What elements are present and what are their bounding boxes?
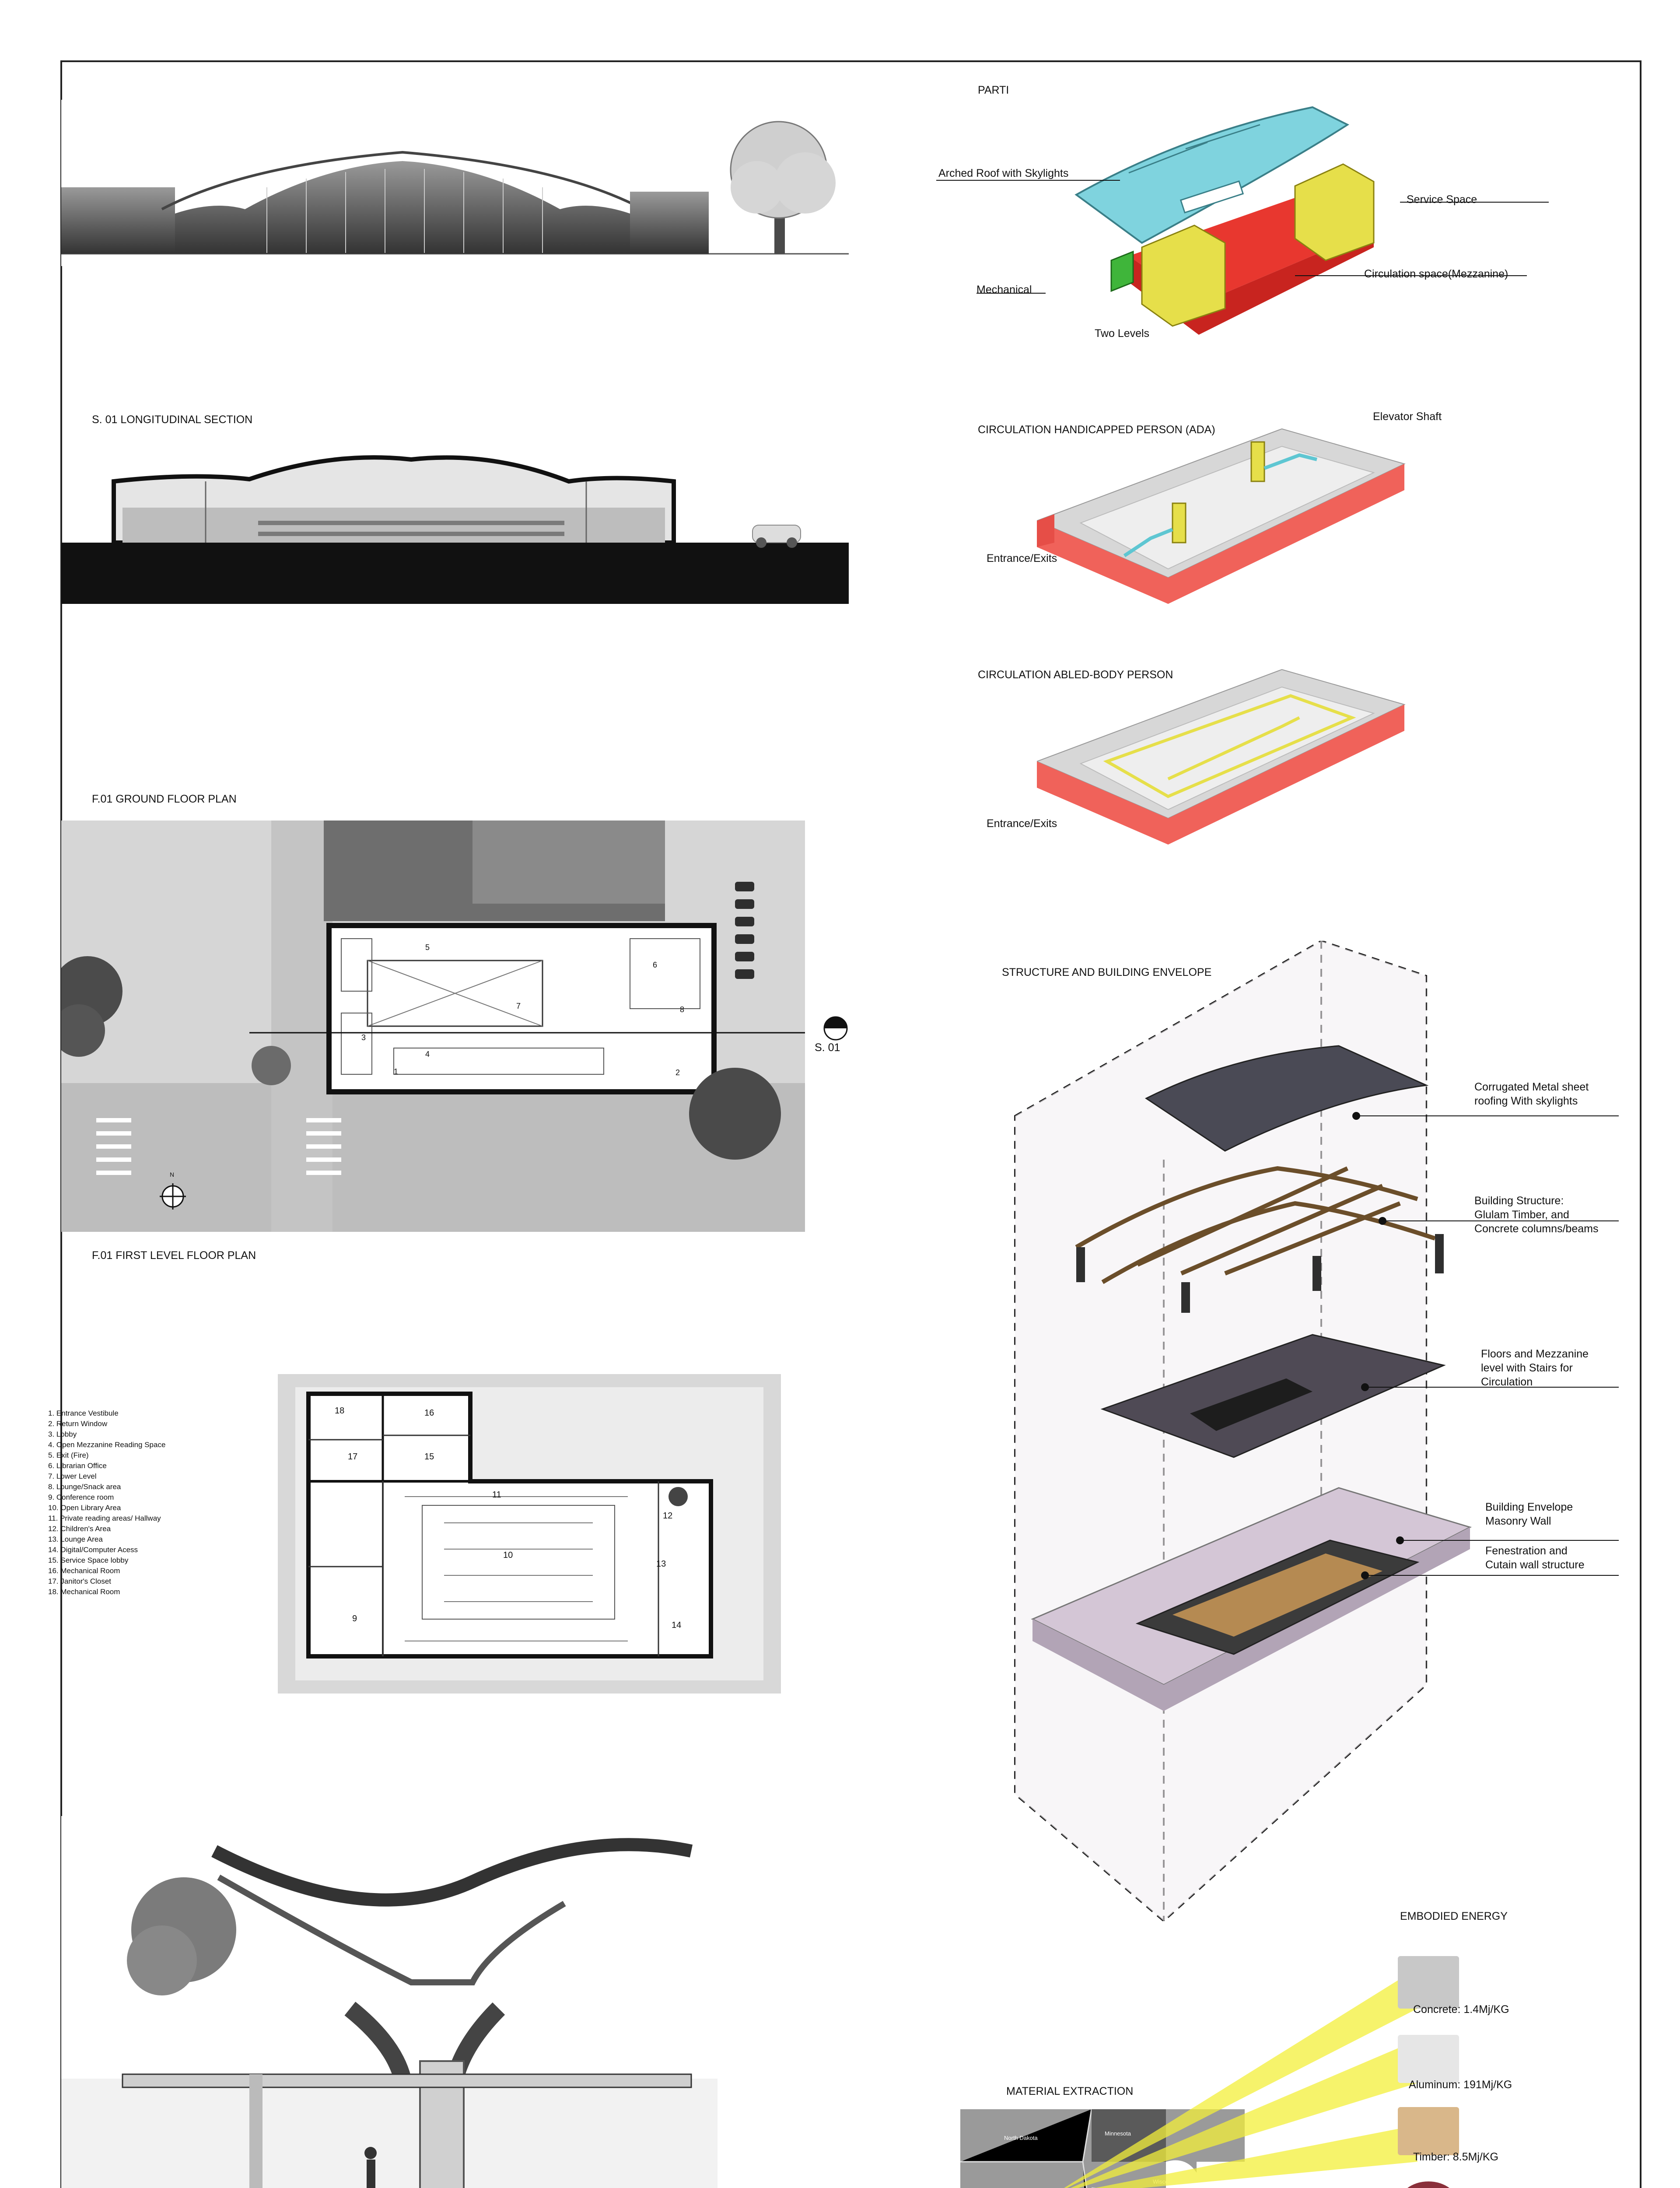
material-aluminum-label: Aluminum: 191Mj/KG — [1409, 2079, 1512, 2091]
plan2-room-18: 18 — [335, 1406, 345, 1416]
structure-struct-label-3: Concrete columns/beams — [1474, 1223, 1599, 1235]
plan2-room-17: 17 — [348, 1452, 358, 1462]
ada-entrance-label: Entrance/Exits — [987, 552, 1057, 565]
north-arrow-icon — [155, 1177, 190, 1212]
plan2-room-11: 11 — [492, 1490, 501, 1500]
embodied-energy-title: EMBODIED ENERGY — [1400, 1910, 1508, 1922]
structure-floor-label-1: Floors and Mezzanine — [1481, 1348, 1589, 1360]
legend-item: 10. Open Library Area — [48, 1504, 121, 1512]
plan-room-2: 2 — [676, 1068, 680, 1077]
structure-struct-label-2: Glulam Timber, and — [1474, 1209, 1569, 1221]
structure-fenestration-label-2: Cutain wall structure — [1485, 1559, 1585, 1571]
legend-item: 17. Janitor's Closet — [48, 1577, 112, 1585]
circulation-ada-diagram — [1037, 411, 1413, 630]
structure-envelope-label-2: Masonry Wall — [1485, 1515, 1551, 1527]
parti-mechanical-label: Mechanical — [976, 284, 1032, 296]
plan2-room-16: 16 — [424, 1408, 434, 1418]
map-state-north-dakota: North Dakota — [1004, 2135, 1038, 2141]
structure-struct-label-1: Building Structure: — [1474, 1195, 1564, 1207]
material-timber-label: Timber: 8.5Mj/KG — [1413, 2151, 1498, 2163]
legend-item: 2. Return Window — [48, 1420, 108, 1428]
section-marker-label: S. 01 — [815, 1041, 840, 1054]
parti-service-label: Service Space — [1407, 193, 1477, 206]
legend-item: 18. Mechanical Room — [48, 1588, 120, 1596]
ada-elevator-label: Elevator Shaft — [1373, 410, 1442, 423]
plan-room-7: 7 — [516, 1002, 521, 1010]
plan-room-8: 8 — [680, 1005, 685, 1014]
structure-roof-label-1: Corrugated Metal sheet — [1474, 1081, 1589, 1093]
parti-title: PARTI — [978, 84, 1009, 96]
legend-item: 12. Children's Area — [48, 1525, 111, 1533]
circulation-abled-title: CIRCULATION ABLED-BODY PERSON — [978, 669, 1173, 681]
longitudinal-section-drawing — [61, 455, 849, 604]
plan-room-6: 6 — [653, 961, 658, 969]
first-level-plan-drawing — [278, 1374, 781, 1694]
map-state-minnesota: Minnesota — [1105, 2130, 1131, 2137]
legend-item: 4. Open Mezzanine Reading Space — [48, 1441, 166, 1449]
material-extraction-title: MATERIAL EXTRACTION — [1006, 2085, 1134, 2097]
material-swatch-aluminum — [1398, 2035, 1459, 2083]
structure-title: STRUCTURE AND BUILDING ENVELOPE — [1002, 966, 1212, 978]
legend-item: 7. Lower Level — [48, 1472, 97, 1480]
plan2-room-14: 14 — [672, 1620, 682, 1630]
plan2-room-9: 9 — [352, 1614, 357, 1623]
legend-item: 14. Digital/Computer Acess — [48, 1546, 138, 1554]
legend-item: 6. Librarian Office — [48, 1462, 107, 1470]
material-swatch-timber — [1398, 2107, 1459, 2155]
plan2-room-10: 10 — [503, 1550, 513, 1560]
parti-leader-lines — [936, 175, 1549, 341]
plan-room-1: 1 — [394, 1067, 399, 1076]
ground-floor-plan-drawing — [61, 820, 805, 1232]
wall-section-detail — [61, 1816, 718, 2188]
plan2-room-15: 15 — [424, 1452, 434, 1462]
plan-room-5: 5 — [425, 943, 430, 952]
structure-envelope-label-1: Building Envelope — [1485, 1501, 1573, 1513]
legend-item: 5. Exit (Fire) — [48, 1451, 89, 1459]
legend-item: 9. Conference room — [48, 1493, 114, 1501]
room-legend — [48, 1408, 165, 1597]
structure-floor-label-3: Circulation — [1481, 1376, 1533, 1388]
plan-room-3: 3 — [361, 1033, 366, 1042]
ground-floor-plan-title: F.01 GROUND FLOOR PLAN — [92, 793, 237, 805]
material-swatch-concrete — [1398, 1956, 1459, 2009]
south-elevation-drawing — [61, 100, 849, 266]
material-concrete-label: Concrete: 1.4Mj/KG — [1413, 2003, 1509, 2016]
parti-roof-label: Arched Roof with Skylights — [938, 167, 1069, 179]
circulation-ada-title: CIRCULATION HANDICAPPED PERSON (ADA) — [978, 424, 1215, 436]
longitudinal-section-title: S. 01 LONGITUDINAL SECTION — [92, 414, 253, 426]
legend-item: 3. Lobby — [48, 1430, 77, 1438]
embodied-energy-rays — [1050, 1960, 1435, 2188]
plan2-room-13: 13 — [656, 1559, 666, 1569]
legend-item: 1. Entrance Vestibule — [48, 1409, 119, 1417]
parti-circulation-label: Circulation space(Mezzanine) — [1364, 268, 1508, 280]
north-arrow-label: N — [170, 1171, 175, 1178]
legend-item: 13. Lounge Area — [48, 1535, 103, 1543]
parti-two-levels-label: Two Levels — [1095, 327, 1150, 340]
plan-room-4: 4 — [425, 1050, 430, 1059]
legend-item: 8. Lounge/Snack area — [48, 1483, 121, 1491]
legend-item: 11. Private reading areas/ Hallway — [48, 1514, 161, 1522]
legend-item: 16. Mechanical Room — [48, 1567, 120, 1575]
legend-item: 15. Service Space lobby — [48, 1556, 129, 1564]
structure-roof-label-2: roofing With skylights — [1474, 1095, 1578, 1107]
circulation-abled-diagram — [1037, 652, 1413, 871]
structure-fenestration-label-1: Fenestration and — [1485, 1545, 1568, 1557]
first-level-plan-title: F.01 FIRST LEVEL FLOOR PLAN — [92, 1249, 256, 1262]
plan2-room-12: 12 — [663, 1511, 673, 1521]
structure-floor-label-2: level with Stairs for — [1481, 1362, 1573, 1374]
abled-entrance-label: Entrance/Exits — [987, 817, 1057, 830]
